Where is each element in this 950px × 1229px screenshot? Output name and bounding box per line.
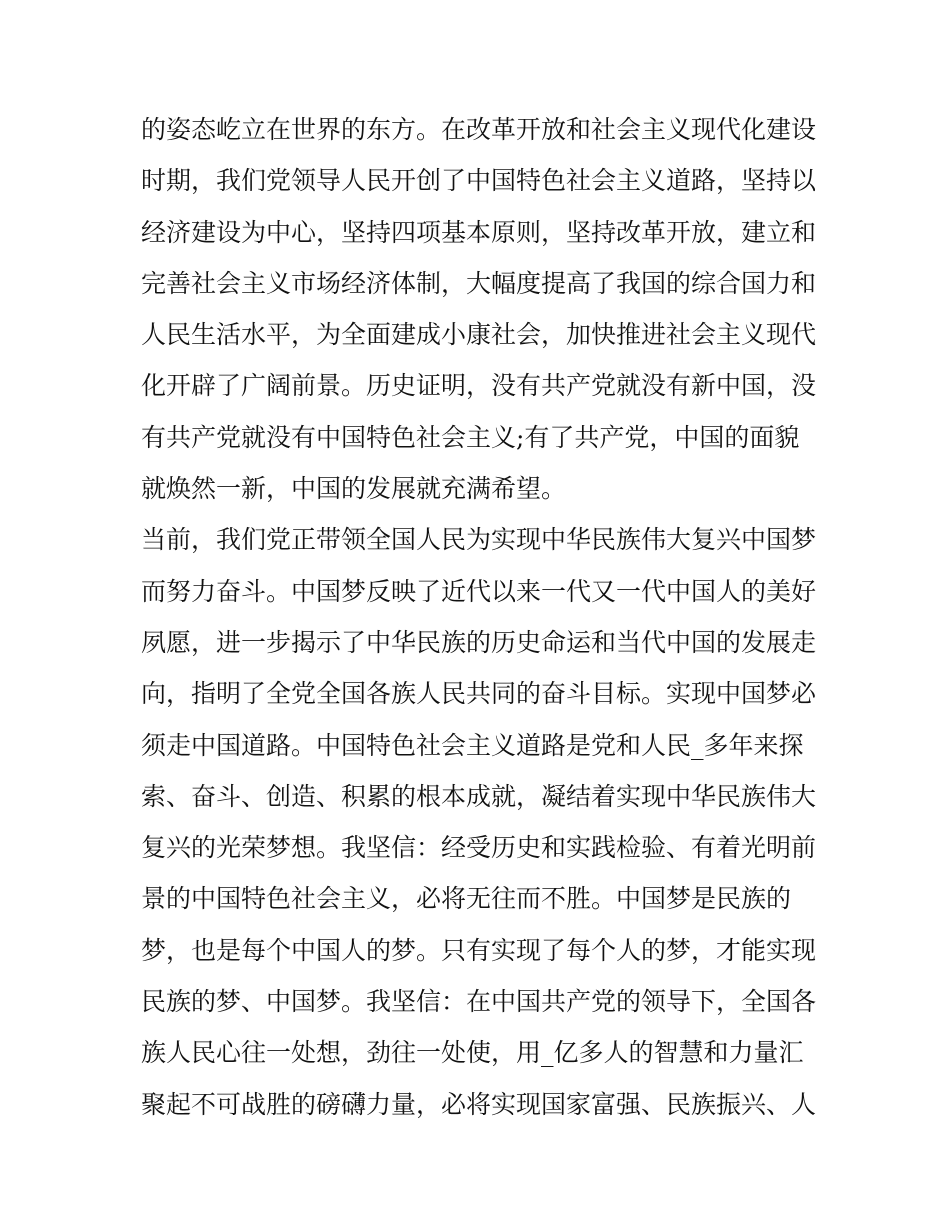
text-line: 梦，也是每个中国人的梦。只有实现了每个人的梦，才能实现 [141,935,817,965]
text-line: 向，指明了全党全国各族人民共同的奋斗目标。实现中国梦必 [141,679,817,709]
text-line: 而努力奋斗。中国梦反映了近代以来一代又一代中国人的美好 [141,576,817,606]
text-line: 化开辟了广阔前景。历史证明，没有共产党就没有新中国，没 [141,371,817,401]
text-line: 完善社会主义市场经济体制，大幅度提高了我国的综合国力和 [141,268,817,298]
text-line: 当前，我们党正带领全国人民为实现中华民族伟大复兴中国梦 [141,525,817,555]
text-line: 景的中国特色社会主义，必将无往而不胜。中国梦是民族的 [141,884,792,914]
text-line: 复兴的光荣梦想。我坚信：经受历史和实践检验、有着光明前 [141,833,817,863]
text-line: 人民生活水平，为全面建成小康社会，加快推进社会主义现代 [141,320,817,350]
text-line: 夙愿，进一步揭示了中华民族的历史命运和当代中国的发展走 [141,627,817,657]
text-line: 索、奋斗、创造、积累的根本成就，凝结着实现中华民族伟大 [141,781,817,811]
text-line: 的姿态屹立在世界的东方。在改革开放和社会主义现代化建设 [141,115,817,144]
text-line: 经济建设为中心，坚持四项基本原则，坚持改革开放，建立和 [141,217,817,247]
text-line: 就焕然一新，中国的发展就充满希望。 [141,474,567,504]
text-line: 须走中国道路。中国特色社会主义道路是党和人民_多年来探 [141,730,804,760]
text-line: 民族的梦、中国梦。我坚信：在中国共产党的领导下，全国各 [141,987,817,1017]
text-line: 时期，我们党领导人民开创了中国特色社会主义道路，坚持以 [141,166,817,196]
text-line: 族人民心往一处想，劲往一处使，用_亿多人的智慧和力量汇 [141,1038,804,1068]
text-line: 聚起不可战胜的磅礴力量，必将实现国家富强、民族振兴、人 [141,1089,817,1119]
body-text [141,104,821,1130]
text-line: 有共产党就没有中国特色社会主义;有了共产党，中国的面貌 [141,422,800,452]
